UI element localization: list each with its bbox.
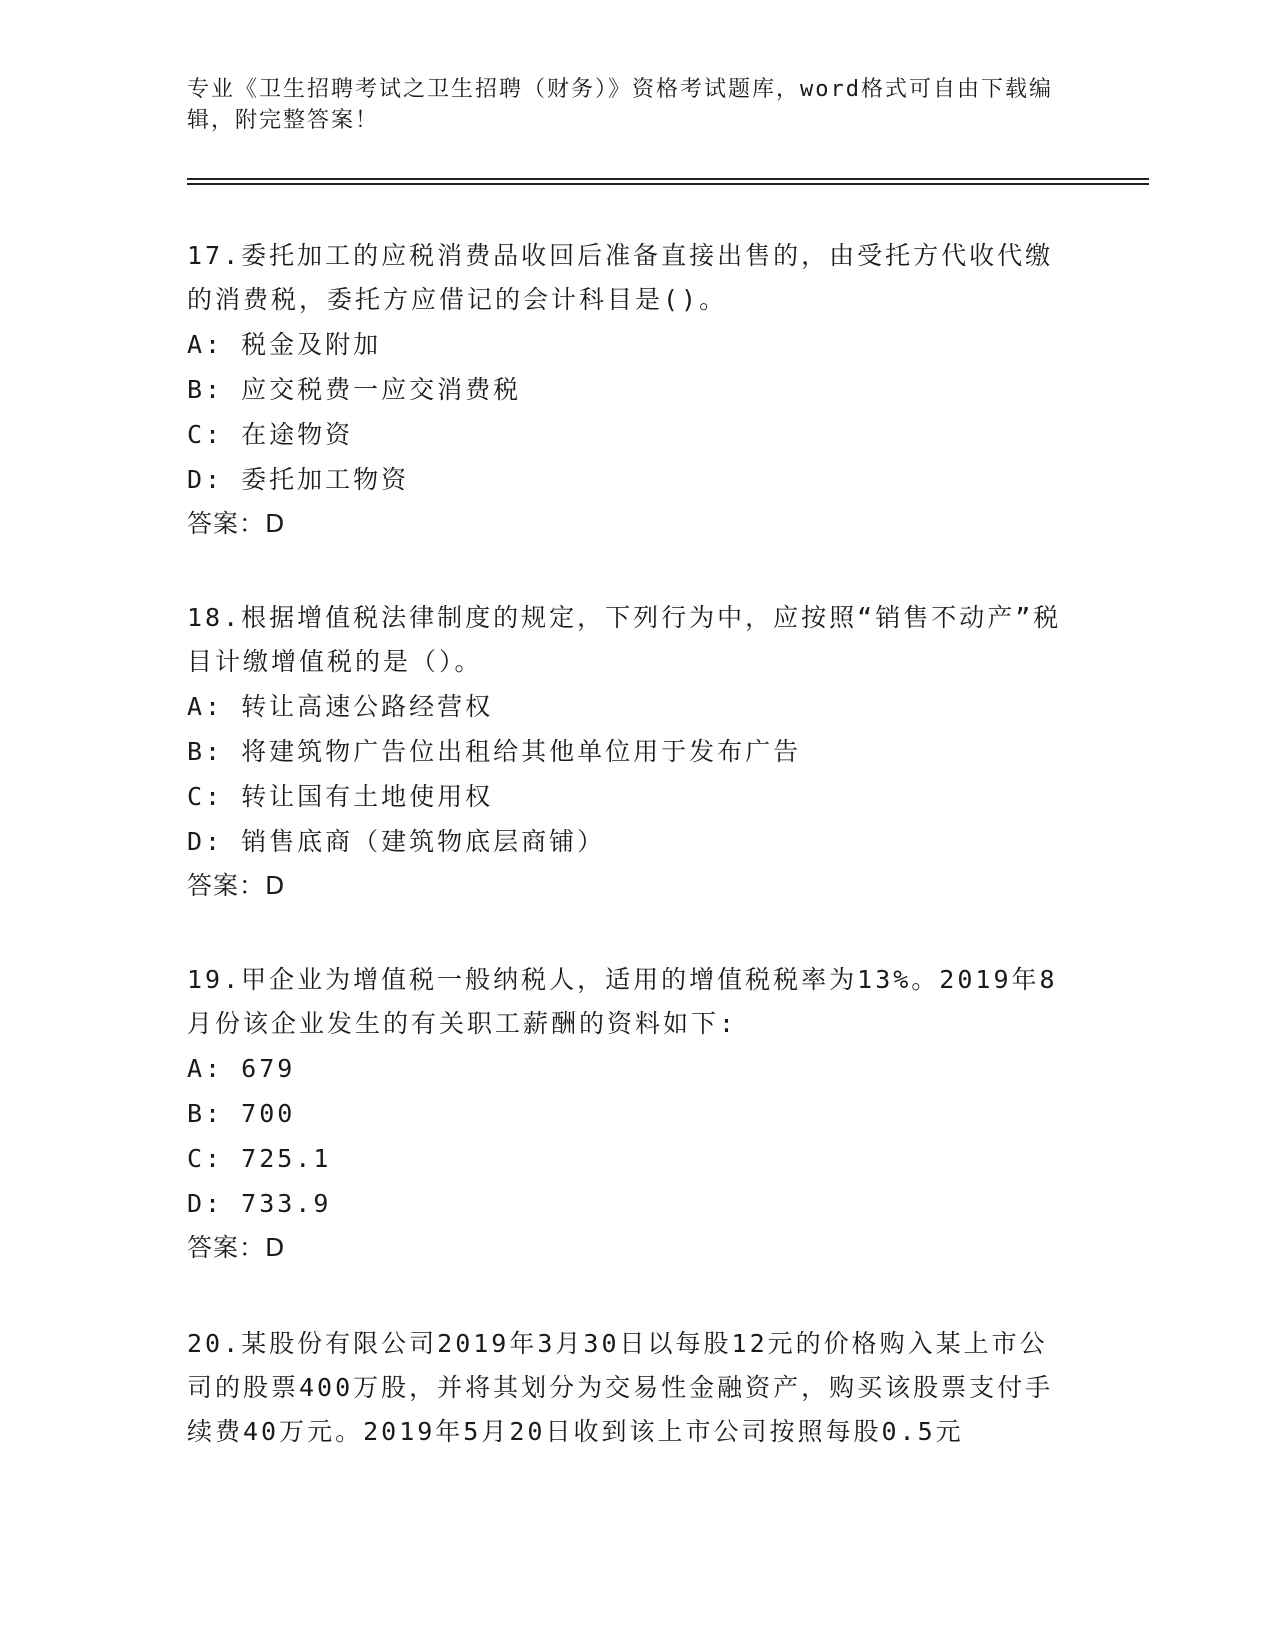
option-b: B: 将建筑物广告位出租给其他单位用于发布广告 xyxy=(187,737,802,766)
question-stem: 19.甲企业为增值税一般纳税人，适用的增值税税率为13%。2019年8月份该企业发生的有关职工薪酬的资料如下: xyxy=(187,965,1058,1038)
option-a: A: 税金及附加 xyxy=(187,330,382,359)
option-a: A: 679 xyxy=(187,1054,296,1083)
option-c: C: 转让国有土地使用权 xyxy=(187,782,494,811)
option-c: C: 725.1 xyxy=(187,1144,332,1173)
option-d: D: 销售底商（建筑物底层商铺） xyxy=(187,827,606,856)
document-header: 专业《卫生招聘考试之卫生招聘（财务）》资格考试题库，word格式可自由下载编辑，附完整答案！ xyxy=(187,77,1053,133)
header-divider-bottom xyxy=(187,183,1149,185)
header-divider-top xyxy=(187,178,1149,180)
question-stem: 18.根据增值税法律制度的规定，下列行为中，应按照“销售不动产”税目计缴增值税的是（）。 xyxy=(187,603,1062,676)
option-a: A: 转让高速公路经营权 xyxy=(187,692,494,721)
answer-line: 答案：D xyxy=(187,509,286,538)
option-b: B: 700 xyxy=(187,1099,296,1128)
option-d: D: 733.9 xyxy=(187,1189,332,1218)
answer-line: 答案：D xyxy=(187,871,286,900)
answer-line: 答案：D xyxy=(187,1233,286,1262)
option-d: D: 委托加工物资 xyxy=(187,465,410,494)
question-stem: 20.某股份有限公司2019年3月30日以每股12元的价格购入某上市公司的股票400万股，并将其划分为交易性金融资产，购买该股票支付手续费40万元。2019年5月20日收到该上市公司按照每股0.5元 xyxy=(187,1329,1054,1446)
question-19 xyxy=(187,958,1067,1270)
option-b: B: 应交税费一应交消费税 xyxy=(187,375,522,404)
question-18 xyxy=(187,596,1067,908)
question-17 xyxy=(187,234,1067,546)
option-c: C: 在途物资 xyxy=(187,420,354,449)
question-20 xyxy=(187,1322,1067,1454)
question-stem: 17.委托加工的应税消费品收回后准备直接出售的，由受托方代收代缴的消费税，委托方应借记的会计科目是()。 xyxy=(187,241,1054,314)
